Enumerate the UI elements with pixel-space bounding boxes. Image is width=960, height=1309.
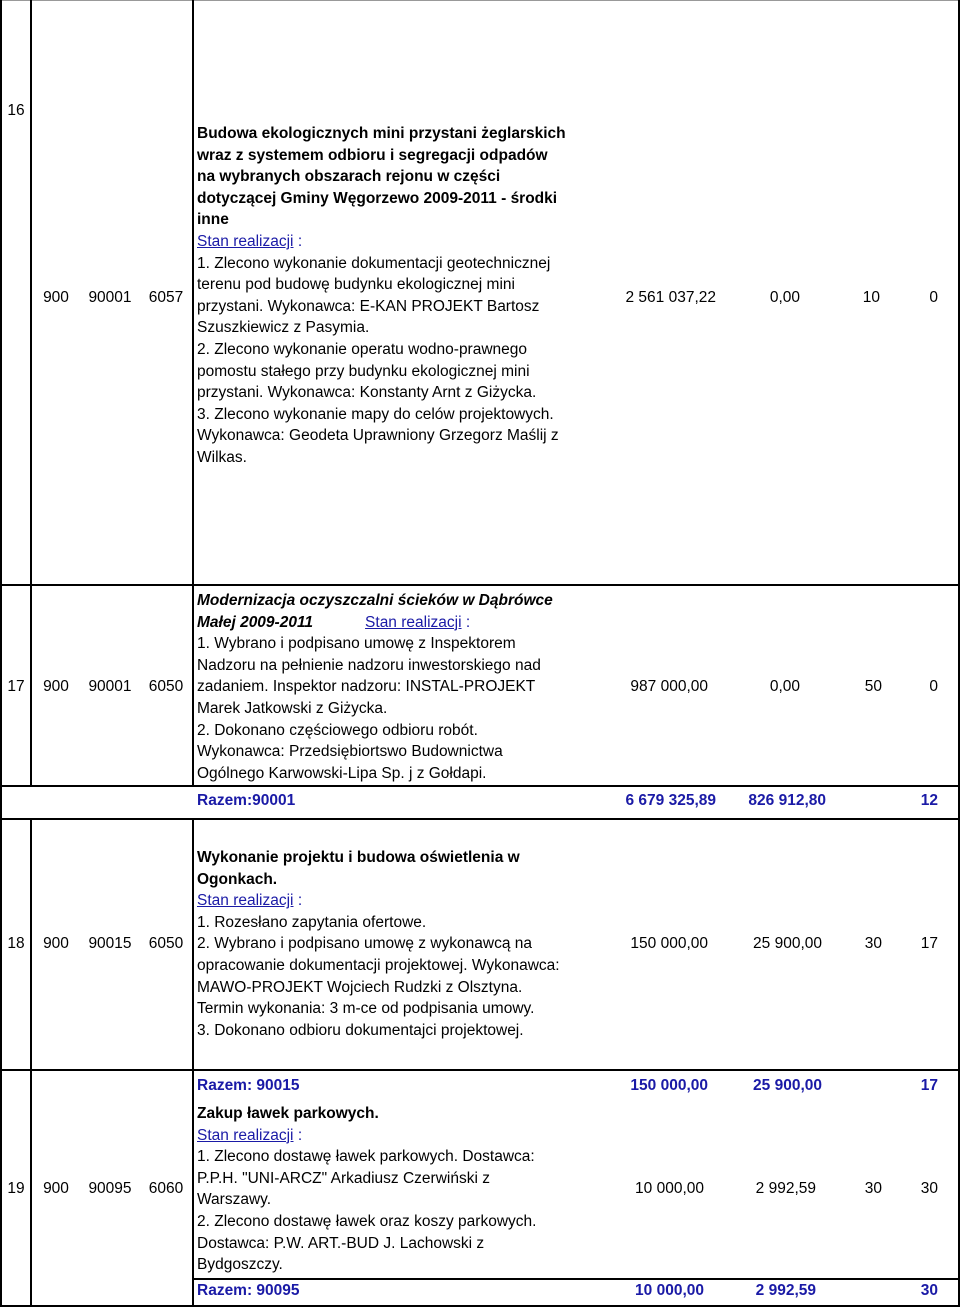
subtotal-wykonanie: 826 912,80 [748, 792, 826, 809]
status-line: terenu pod budowę budynku ekologicznej mini [197, 276, 515, 294]
status-line: P.P.H. "UNI-ARCZ" Arkadiusz Czerwiński z [197, 1169, 490, 1187]
row-percent-2: 0 [929, 678, 938, 695]
grid-line [0, 818, 960, 820]
status-line: 1. Wybrano i podpisano umowę z Inspektorem [197, 635, 516, 653]
task-title-status-line [197, 612, 553, 634]
status-line: pomostu stałego przy budynku ekologicznej mini [197, 362, 530, 380]
status-colon: : [297, 1126, 303, 1144]
grid-line [0, 1305, 960, 1307]
status-line: Wilkas. [197, 448, 247, 466]
row-rozdzial: 90015 [88, 935, 132, 952]
status-label: Stan realizacji [197, 1126, 294, 1144]
status-line: Marek Jatkowski z Giżycka. [197, 699, 388, 717]
status-heading [197, 890, 560, 912]
row-dzial: 900 [43, 678, 69, 695]
status-line: Nadzoru na pełnienie nadzoru inwestorskiego nad [197, 656, 541, 674]
task-title-line: Modernizacja oczyszczalni ścieków w Dąbrówce [197, 592, 553, 609]
grid-line [0, 785, 960, 787]
status-label: Stan realizacji [197, 892, 294, 910]
subtotal-wykonanie: 25 900,00 [753, 1077, 822, 1094]
subtotal-label: Razem: 90095 [197, 1282, 300, 1299]
row-percent: 50 [864, 678, 882, 695]
row-rozdzial: 90001 [88, 289, 132, 306]
row-percent: 30 [864, 935, 882, 952]
grid-line [0, 1069, 960, 1071]
status-line: Wykonawca: Geodeta Uprawniony Grzegorz Maślij z [197, 427, 559, 445]
row-wykonanie: 2 992,59 [755, 1180, 816, 1197]
status-colon: : [297, 892, 303, 910]
status-line: 2. Zlecono dostawę ławek oraz koszy parkowych. [197, 1212, 537, 1230]
task-title-line: Budowa ekologicznych mini przystani żeglarskich [197, 125, 566, 142]
status-line: Bydgoszczy. [197, 1256, 283, 1274]
row-percent-2: 17 [920, 935, 938, 952]
grid-line [0, 0, 960, 1]
grid-line [30, 0, 32, 785]
status-label: Stan realizacji [365, 613, 462, 631]
task-description [197, 1103, 536, 1276]
status-line: zadaniem. Inspektor nadzoru: INSTAL-PROJEKT [197, 678, 536, 696]
row-lp: 18 [7, 935, 25, 952]
status-line: opracowanie dokumentacji projektowej. Wykonawca: [197, 956, 560, 974]
subtotal-plan: 6 679 325,89 [625, 792, 716, 809]
subtotal-percent: 12 [920, 792, 938, 809]
status-line: Wykonawca: Przedsiębiortswo Budownictwa [197, 743, 503, 761]
status-line: przystani. Wykonawca: Konstanty Arnt z Giżycka. [197, 384, 537, 402]
row-paragraf: 6057 [148, 289, 184, 306]
task-title-line: inne [197, 211, 229, 229]
task-title-line: Małej 2009-2011 [197, 613, 314, 631]
row-plan: 987 000,00 [630, 678, 708, 695]
task-title-line: dotyczącej Gminy Węgorzewo 2009-2011 - środki [197, 189, 558, 207]
task-title-line: na wybranych obszarach rejonu w części [197, 168, 501, 186]
status-line: MAWO-PROJEKT Wojciech Rudzki z Olsztyna. [197, 978, 523, 996]
status-line: 2. Wybrano i podpisano umowę z wykonawcą na [197, 935, 533, 953]
status-colon: : [465, 613, 471, 631]
row-dzial: 900 [43, 1180, 69, 1197]
status-line: 3. Zlecono wykonanie mapy do celów projektowych. [197, 405, 554, 423]
status-line: przystani. Wykonawca: E-KAN PROJEKT Bartosz [197, 297, 540, 315]
status-line: Ogólnego Karwowski-Lipa Sp. j z Gołdapi. [197, 764, 487, 782]
status-heading [197, 1125, 536, 1147]
subtotal-plan: 150 000,00 [630, 1077, 708, 1094]
status-line: 1. Zlecono dostawę ławek parkowych. Dostawca: [197, 1148, 535, 1166]
status-line: Szuszkiewicz z Pasymia. [197, 319, 370, 337]
subtotal-wykonanie: 2 992,59 [755, 1282, 816, 1299]
row-paragraf: 6060 [148, 1180, 184, 1197]
task-title-line: Ogonkach. [197, 870, 278, 888]
row-wykonanie: 0,00 [769, 678, 800, 695]
task-description [197, 847, 560, 1041]
row-plan: 150 000,00 [630, 935, 708, 952]
task-title-line: Wykonanie projektu i budowa oświetlenia w [197, 849, 520, 866]
status-colon: : [297, 232, 303, 250]
status-line: 2. Dokonano częściowego odbioru robót. [197, 721, 478, 739]
status-line: 1. Rozesłano zapytania ofertowe. [197, 913, 427, 931]
row-percent: 10 [862, 289, 880, 306]
row-plan: 10 000,00 [635, 1180, 704, 1197]
task-title-line: wraz z systemem odbioru i segregacji odpadów [197, 146, 548, 164]
subtotal-label: Razem: 90015 [197, 1077, 300, 1094]
task-description [197, 590, 553, 784]
status-label: Stan realizacji [197, 232, 294, 250]
grid-line [193, 1278, 960, 1280]
status-line: Warszawy. [197, 1191, 272, 1209]
grid-line [192, 818, 194, 1307]
row-rozdzial: 90001 [88, 678, 132, 695]
row-percent-2: 0 [929, 289, 938, 306]
row-wykonanie: 25 900,00 [753, 935, 822, 952]
status-heading [197, 231, 566, 253]
grid-line [0, 0, 2, 1307]
status-line: 3. Dokonano odbioru dokumentajci projektowej. [197, 1021, 524, 1039]
status-line: 2. Zlecono wykonanie operatu wodno-prawnego [197, 340, 528, 358]
subtotal-percent: 17 [920, 1077, 938, 1094]
row-paragraf: 6050 [148, 678, 184, 695]
subtotal-label: Razem:90001 [197, 792, 296, 809]
row-percent: 30 [864, 1180, 882, 1197]
row-lp: 17 [7, 678, 25, 695]
row-lp: 19 [7, 1180, 25, 1197]
subtotal-plan: 10 000,00 [635, 1282, 704, 1299]
status-line: 1. Zlecono wykonanie dokumentacji geotechnicznej [197, 254, 551, 272]
task-description [197, 123, 566, 469]
status-line: Termin wykonania: 3 m-ce od podpisania umowy. [197, 1000, 535, 1018]
subtotal-percent: 30 [920, 1282, 938, 1299]
row-paragraf: 6050 [148, 935, 184, 952]
row-wykonanie: 0,00 [769, 289, 800, 306]
task-title-line: Zakup ławek parkowych. [197, 1105, 379, 1122]
status-line: Dostawca: P.W. ART.-BUD J. Lachowski z [197, 1234, 485, 1252]
grid-line [192, 0, 194, 785]
row-percent-2: 30 [920, 1180, 938, 1197]
row-rozdzial: 90095 [88, 1180, 132, 1197]
row-dzial: 900 [43, 289, 69, 306]
grid-line [0, 584, 960, 586]
row-plan: 2 561 037,22 [625, 289, 716, 306]
row-dzial: 900 [43, 935, 69, 952]
row-lp: 16 [7, 102, 25, 119]
grid-line [30, 818, 32, 1307]
